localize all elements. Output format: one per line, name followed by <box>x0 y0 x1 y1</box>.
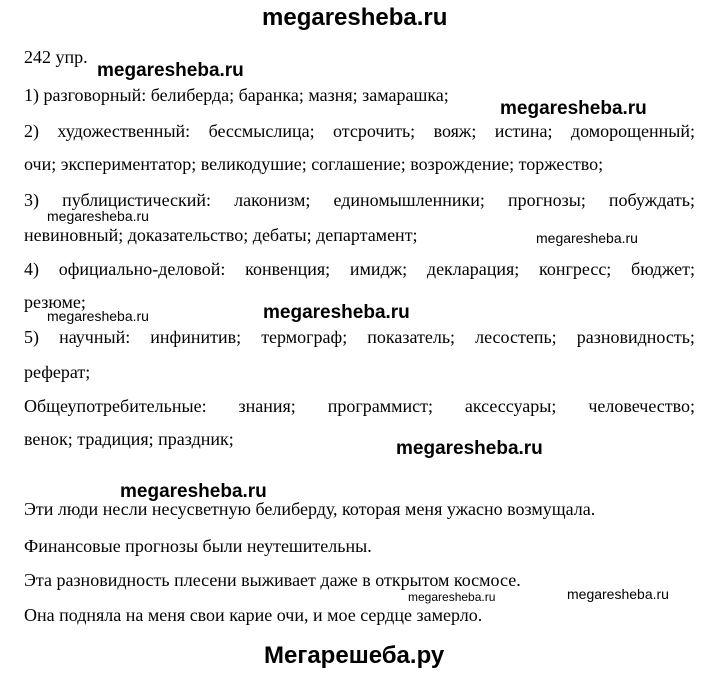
example-sentence-4: Она подняла на меня свои карие очи, и мое сердце замерло. <box>24 605 483 625</box>
watermark: megaresheba.ru <box>408 590 496 604</box>
watermark: megaresheba.ru <box>97 60 244 81</box>
watermark: megaresheba.ru <box>396 438 543 459</box>
site-title-footer: Мегарешеба.ру <box>264 642 445 669</box>
style-item-official-line2: резюме; <box>24 292 86 312</box>
example-sentence-2: Финансовые прогнозы были неутешительны. <box>24 536 372 556</box>
watermark: megaresheba.ru <box>47 208 149 224</box>
style-item-publicistic-line2: невиновный; доказательство; дебаты; департамент; <box>24 225 418 245</box>
site-title-header: megaresheba.ru <box>262 4 448 31</box>
watermark: megaresheba.ru <box>567 586 669 602</box>
watermark: megaresheba.ru <box>263 302 410 323</box>
watermark: megaresheba.ru <box>536 230 638 246</box>
style-item-scientific-line1: 5) научный: инфинитив; термограф; показатель; лесостепь; разновидность; <box>24 327 695 347</box>
style-item-colloquial: 1) разговорный: белиберда; баранка; мазня; замарашка; <box>24 85 449 105</box>
style-item-artistic-line1: 2) художественный: бессмыслица; отсрочить; вояж; истина; доморощенный; <box>24 121 695 141</box>
style-item-scientific-line2: реферат; <box>24 362 91 382</box>
watermark: megaresheba.ru <box>47 308 149 324</box>
common-words-line2: венок; традиция; праздник; <box>24 429 234 449</box>
style-item-official-line1: 4) официально-деловой: конвенция; имидж; декларация; конгресс; бюджет; <box>24 259 695 279</box>
style-item-artistic-line2: очи; экспериментатор; великодушие; соглашение; возрождение; торжество; <box>24 154 604 174</box>
style-item-publicistic-line1: 3) публицистический: лаконизм; единомышленники; прогнозы; побуждать; <box>24 190 695 210</box>
watermark: megaresheba.ru <box>120 481 267 502</box>
watermark: megaresheba.ru <box>500 98 647 119</box>
example-sentence-1: Эти люди несли несусветную белиберду, которая меня ужасно возмущала. <box>24 499 596 519</box>
exercise-number: 242 упр. <box>24 47 88 67</box>
example-sentence-3: Эта разновидность плесени выживает даже в открытом космосе. <box>24 570 521 590</box>
common-words-line1: Общеупотребительные: знания; программист; аксессуары; человечество; <box>24 396 695 416</box>
